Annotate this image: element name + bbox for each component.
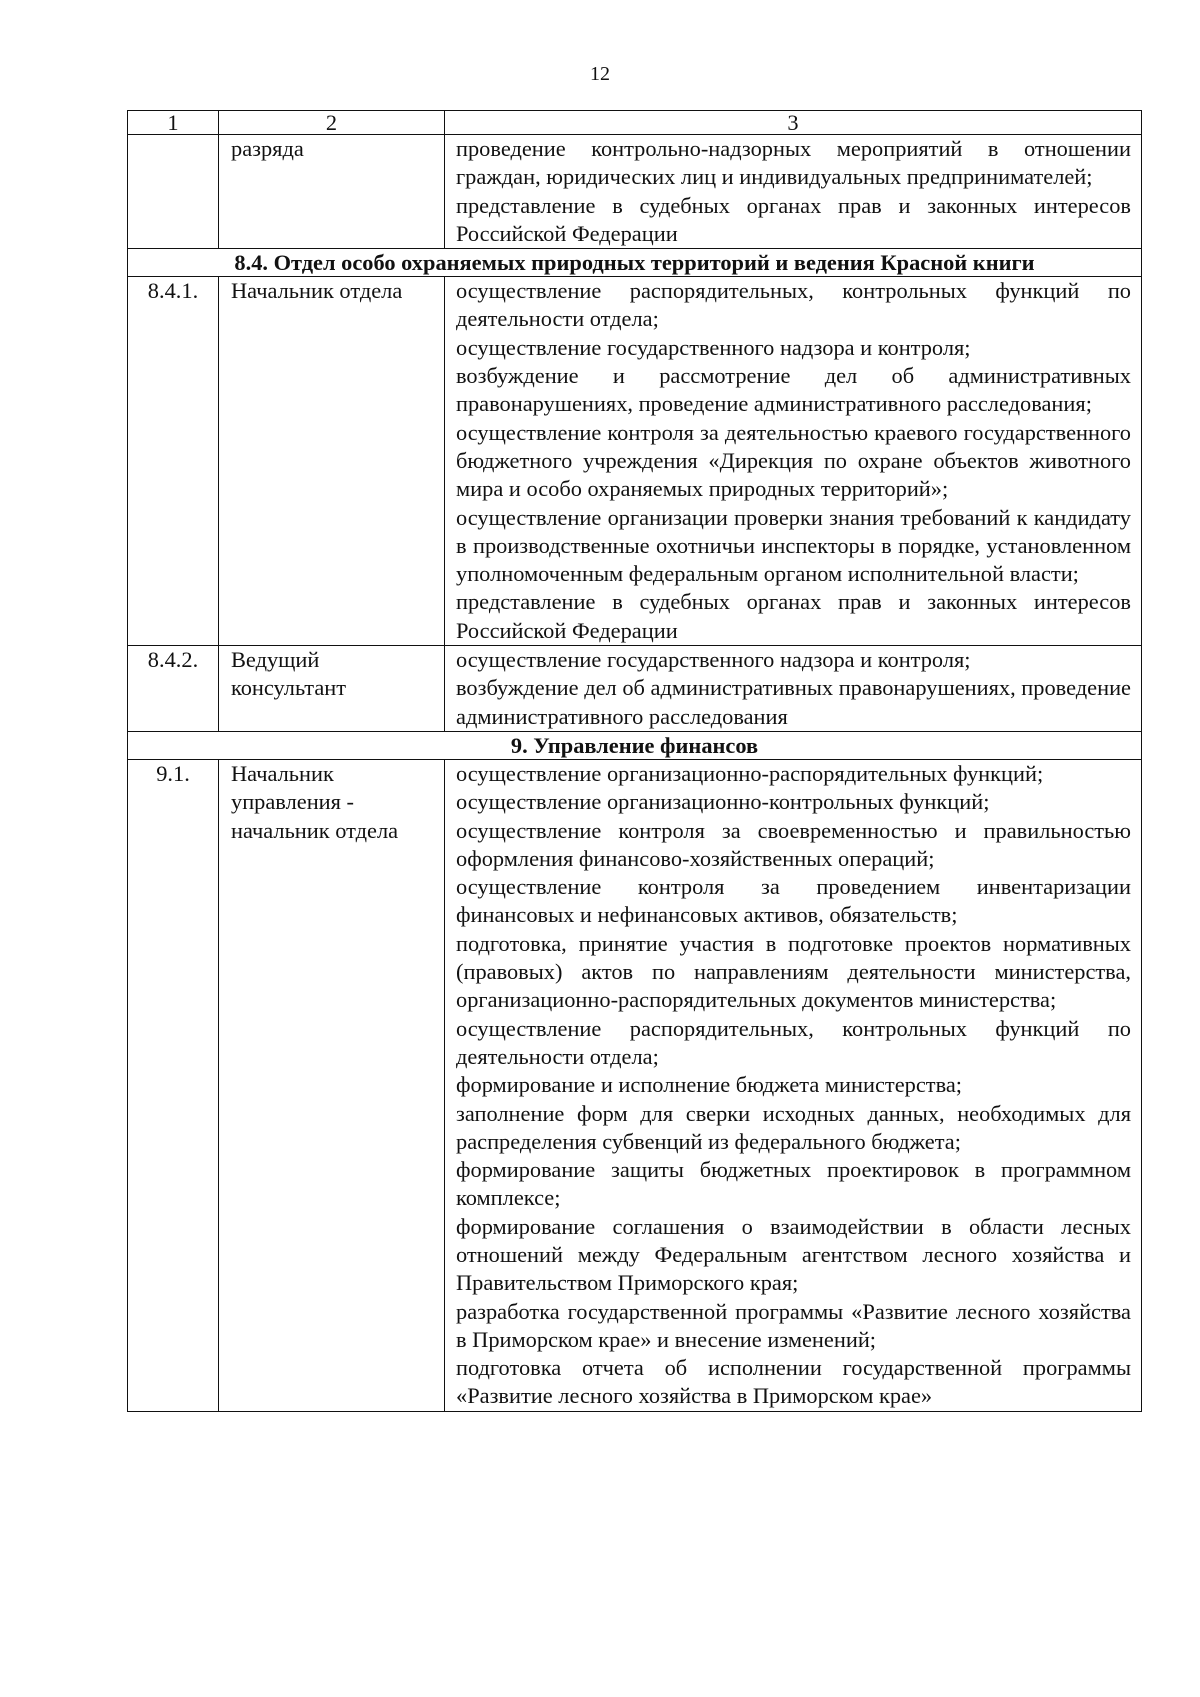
table-row-8-4-2 bbox=[128, 646, 1142, 732]
table-row-9-1 bbox=[128, 759, 1142, 1411]
duty-item: осуществление контроля за проведением инвентаризации финансовых и нефинансовых активов, обязательств; bbox=[456, 874, 1131, 928]
positions-table bbox=[127, 110, 1142, 1412]
section-row-8-4 bbox=[128, 249, 1142, 277]
row-number bbox=[128, 135, 219, 249]
row-number: 9.1. bbox=[128, 759, 219, 1411]
column-header-3: 3 bbox=[445, 111, 1142, 135]
duty-item: разработка государственной программы «Развитие лесного хозяйства в Приморском крае» и внесение изменений; bbox=[456, 1298, 1131, 1352]
duty-item: формирование соглашения о взаимодействии в области лесных отношений между Федеральным агентством лесного хозяйства и Правительством Приморского края; bbox=[456, 1213, 1131, 1296]
duty-item: осуществление распорядительных, контрольных функций по деятельности отдела; bbox=[456, 1015, 1131, 1069]
table-row-8-4-1 bbox=[128, 277, 1142, 646]
duties-cell bbox=[445, 135, 1142, 249]
column-header-1: 1 bbox=[128, 111, 219, 135]
position-title: Начальник отдела bbox=[219, 277, 445, 646]
duty-item: заполнение форм для сверки исходных данных, необходимых для распределения субвенций из федерального бюджета; bbox=[456, 1100, 1131, 1154]
duty-item: формирование защиты бюджетных проектировок в программном комплексе; bbox=[456, 1157, 1131, 1211]
row-number: 8.4.1. bbox=[128, 277, 219, 646]
duty-item: осуществление организационно-контрольных функций; bbox=[456, 789, 990, 815]
table-row-continuation bbox=[128, 135, 1142, 249]
duty-item: возбуждение и рассмотрение дел об административных правонарушениях, проведение административного расследования; bbox=[456, 363, 1131, 417]
row-number: 8.4.2. bbox=[128, 646, 219, 732]
duty-item: проведение контрольно-надзорных мероприятий в отношении граждан, юридических лиц и индивидуальных предпринимателей; bbox=[456, 136, 1131, 190]
duties-cell bbox=[445, 759, 1142, 1411]
section-row-9 bbox=[128, 731, 1142, 759]
duty-item: осуществление государственного надзора и контроля; bbox=[456, 334, 971, 360]
duty-item: осуществление контроля за своевременностью и правильностью оформления финансово-хозяйственных операций; bbox=[456, 817, 1131, 871]
position-title: Ведущий консультант bbox=[219, 646, 445, 732]
duty-item: формирование и исполнение бюджета министерства; bbox=[456, 1072, 963, 1098]
duty-item: подготовка отчета об исполнении государственной программы «Развитие лесного хозяйства в Приморском крае» bbox=[456, 1355, 1131, 1409]
duty-item: осуществление организационно-распорядительных функций; bbox=[456, 760, 1044, 786]
duty-item: представление в судебных органах прав и законных интересов Российской Федерации bbox=[456, 589, 1131, 643]
duty-item: осуществление организации проверки знания требований к кандидату в производственные охотничьи инспекторы в порядке, установленном уполномоченным федеральным органом исполнительной власти; bbox=[456, 504, 1131, 587]
duty-item: возбуждение дел об административных правонарушениях, проведение административного расследования bbox=[456, 675, 1131, 729]
duty-item: подготовка, принятие участия в подготовке проектов нормативных (правовых) актов по направлениям деятельности министерства, организационно-распорядительных документов министерства; bbox=[456, 930, 1131, 1013]
duty-item: осуществление контроля за деятельностью краевого государственного бюджетного учреждения «Дирекция по охране объектов животного мира и особо охраняемых природных территорий»; bbox=[456, 419, 1131, 502]
section-title: 9. Управление финансов bbox=[128, 731, 1142, 759]
section-title: 8.4. Отдел особо охраняемых природных территорий и ведения Красной книги bbox=[128, 249, 1142, 277]
duties-cell bbox=[445, 646, 1142, 732]
column-header-2: 2 bbox=[219, 111, 445, 135]
position-title: разряда bbox=[219, 135, 445, 249]
duties-cell bbox=[445, 277, 1142, 646]
page-number: 12 bbox=[590, 63, 610, 85]
position-title: Начальник управления - начальник отдела bbox=[219, 759, 445, 1411]
duty-item: осуществление государственного надзора и контроля; bbox=[456, 647, 971, 673]
duty-item: осуществление распорядительных, контрольных функций по деятельности отдела; bbox=[456, 278, 1131, 332]
duty-item: представление в судебных органах прав и законных интересов Российской Федерации bbox=[456, 192, 1131, 246]
table-header-row bbox=[128, 111, 1142, 135]
